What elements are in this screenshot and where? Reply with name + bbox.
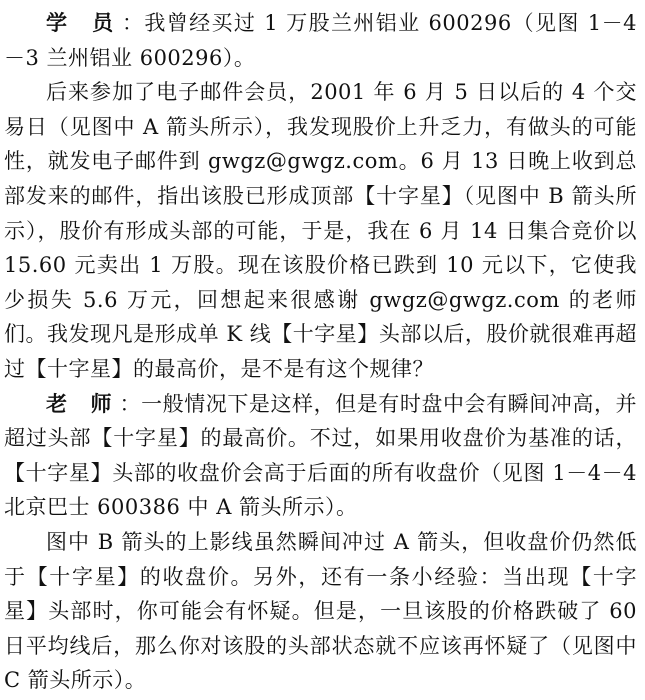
paragraph-student-story (4, 75, 637, 386)
paragraph-teacher-detail (4, 525, 637, 698)
paragraph-student-question (4, 6, 637, 75)
paragraph-text: 图中 B 箭头的上影线虽然瞬间冲过 A 箭头，但收盘价仍然低于【十字星】的收盘价。另外，还有一条小经验：当出现【十字星】头部时，你可能会有怀疑。但是，一旦该股的价格跌破了 60 日平均线后，那么你对该股的头部状态就不应该再怀疑了（见图中 C 箭头所示）。 (4, 529, 637, 693)
speaker-label-teacher: 老 师 (46, 391, 120, 416)
paragraph-teacher-answer (4, 387, 637, 525)
paragraph-text: 后来参加了电子邮件会员，2001 年 6 月 5 日以后的 4 个交易日（见图中 A 箭头所示），我发现股价上升乏力，有做头的可能性，就发电子邮件到 gwgz@gwgz.com。6 月 13 日晚上收到总部发来的邮件，指出该股已形成顶部【十字星】（见图中 B 箭头所示），股价有形成头部的可能，于是，我在 6 月 14 日集合竞价以 15.60 元卖出 1 万股。现在该股价格已跌到 10 元以下，它使我少损失 5.6 万元，回想起来很感谢 gwgz@gwgz.com 的老师们。我发现凡是形成单 K 线【十字星】头部以后，股价就很难再超过【十字星】的最高价，是不是有这个规律？ (4, 80, 637, 381)
paragraph-text: ：一般情况下是这样，但是有时盘中会有瞬间冲高，并超过头部【十字星】的最高价。不过，如果用收盘价为基准的话，【十字星】头部的收盘价会高于后面的所有收盘价（见图 1－4－4 北京巴士 600386 中 A 箭头所示）。 (4, 391, 638, 520)
speaker-label-student: 学 员 (46, 11, 122, 35)
paragraph-text: ：我曾经买过 1 万股兰州铝业 600296（见图 1－4－3 兰州铝业 600296）。 (4, 11, 637, 70)
